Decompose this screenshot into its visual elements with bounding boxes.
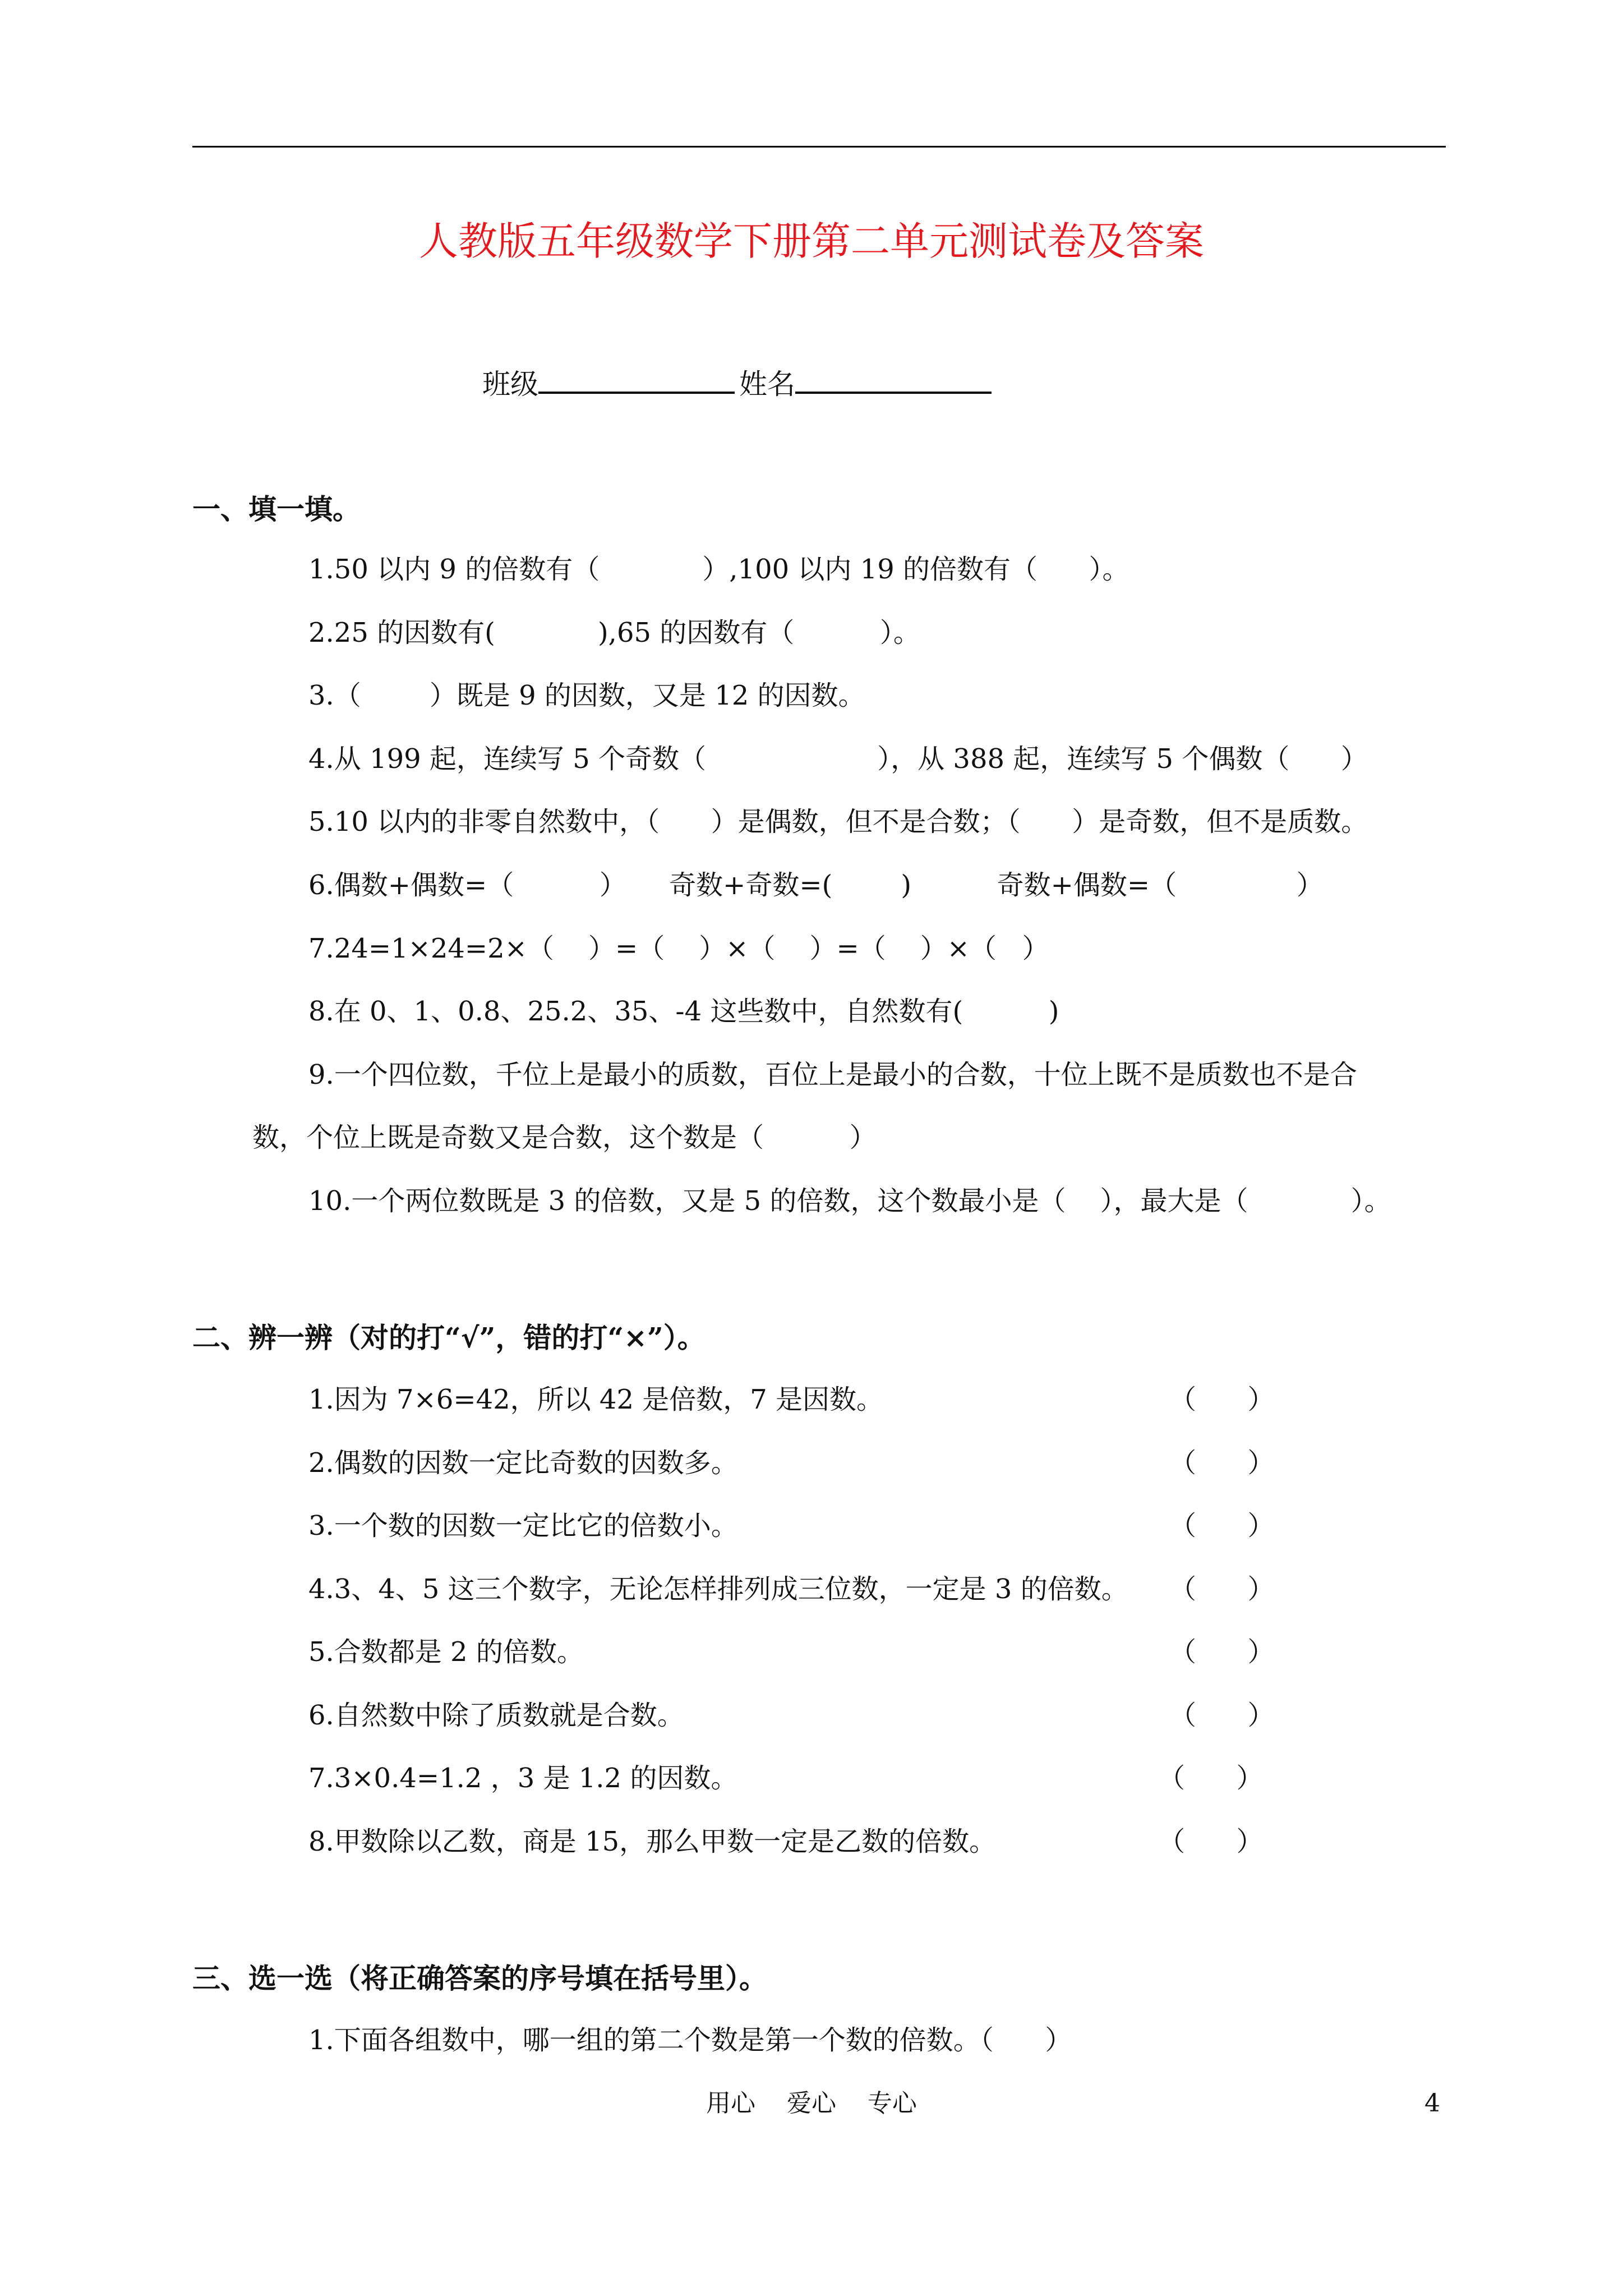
judge-answer-paren-7[interactable]: （ ）: [1158, 1763, 1264, 1794]
judge-answer-paren-4[interactable]: （ ）: [1169, 1573, 1275, 1605]
judge-answer-paren-3[interactable]: （ ）: [1169, 1510, 1275, 1542]
judge-answer-paren-1[interactable]: （ ）: [1169, 1384, 1275, 1415]
fill-question-6: 6.偶数+偶数=（ ） 奇数+奇数=( ) 奇数+偶数=（ ）: [308, 869, 1324, 901]
judge-question-7: 7.3×0.4=1.2 ，3 是 1.2 的因数。: [308, 1763, 738, 1794]
fill-question-5: 5.10 以内的非零自然数中，（ ）是偶数，但不是合数；（ ）是奇数，但不是质数。: [308, 806, 1368, 838]
fill-question-7: 7.24=1×24=2×（ ）=（ ）×（ ）=（ ）×（ ）: [308, 933, 1049, 964]
student-info-line: [482, 359, 996, 407]
judge-answer-paren-5[interactable]: （ ）: [1169, 1636, 1275, 1668]
header-rule: [192, 146, 1446, 148]
fill-question-10: 10.一个两位数既是 3 的倍数，又是 5 的倍数，这个数最小是（ ），最大是（ ）。: [308, 1185, 1391, 1217]
class-label: 班级: [482, 368, 538, 401]
fill-question-9: 9.一个四位数，千位上是最小的质数，百位上是最小的合数，十位上既不是质数也不是合: [308, 1059, 1357, 1091]
section3-heading: 三、选一选（将正确答案的序号填在括号里）。: [192, 1962, 767, 1995]
name-label: 姓名: [739, 368, 795, 401]
judge-question-4: 4.3、4、5 这三个数字，无论怎样排列成三位数，一定是 3 的倍数。: [308, 1573, 1128, 1605]
fill-question-3: 3.（ ）既是 9 的因数，又是 12 的因数。: [308, 680, 865, 711]
name-blank[interactable]: [795, 359, 992, 394]
judge-answer-paren-2[interactable]: （ ）: [1169, 1447, 1275, 1479]
judge-answer-paren-8[interactable]: （ ）: [1158, 1826, 1264, 1857]
fill-question-2: 2.25 的因数有( ),65 的因数有（ ）。: [308, 617, 920, 648]
section1-heading: 一、填一填。: [192, 493, 361, 526]
section2-heading: 二、辨一辨（对的打“√”，错的打“×”）。: [192, 1321, 706, 1354]
fill-question-8: 8.在 0、1、0.8、25.2、35、-4 这些数中，自然数有( ): [308, 996, 1059, 1027]
judge-question-1: 1.因为 7×6=42，所以 42 是倍数，7 是因数。: [308, 1384, 884, 1415]
judge-question-6: 6.自然数中除了质数就是合数。: [308, 1700, 684, 1731]
fill-question-9-continued: 数，个位上既是奇数又是合数，这个数是（ ）: [252, 1122, 877, 1153]
page-number: 4: [1424, 2089, 1440, 2118]
page-footer: 用心 爱心 专心: [706, 2089, 917, 2118]
judge-question-5: 5.合数都是 2 的倍数。: [308, 1636, 584, 1668]
fill-question-4: 4.从 199 起，连续写 5 个奇数（ ），从 388 起，连续写 5 个偶数（ ）: [308, 743, 1368, 775]
class-blank[interactable]: [538, 359, 735, 394]
judge-answer-paren-6[interactable]: （ ）: [1169, 1700, 1275, 1731]
judge-question-3: 3.一个数的因数一定比它的倍数小。: [308, 1510, 738, 1542]
document-title: 人教版五年级数学下册第二单元测试卷及答案: [419, 218, 1204, 264]
judge-question-8: 8.甲数除以乙数，商是 15，那么甲数一定是乙数的倍数。: [308, 1826, 997, 1857]
fill-question-1: 1.50 以内 9 的倍数有（ ）,100 以内 19 的倍数有（ ）。: [308, 554, 1129, 585]
choice-question-1: 1.下面各组数中，哪一组的第二个数是第一个数的倍数。（ ）: [308, 2024, 1072, 2056]
judge-question-2: 2.偶数的因数一定比奇数的因数多。: [308, 1447, 738, 1479]
